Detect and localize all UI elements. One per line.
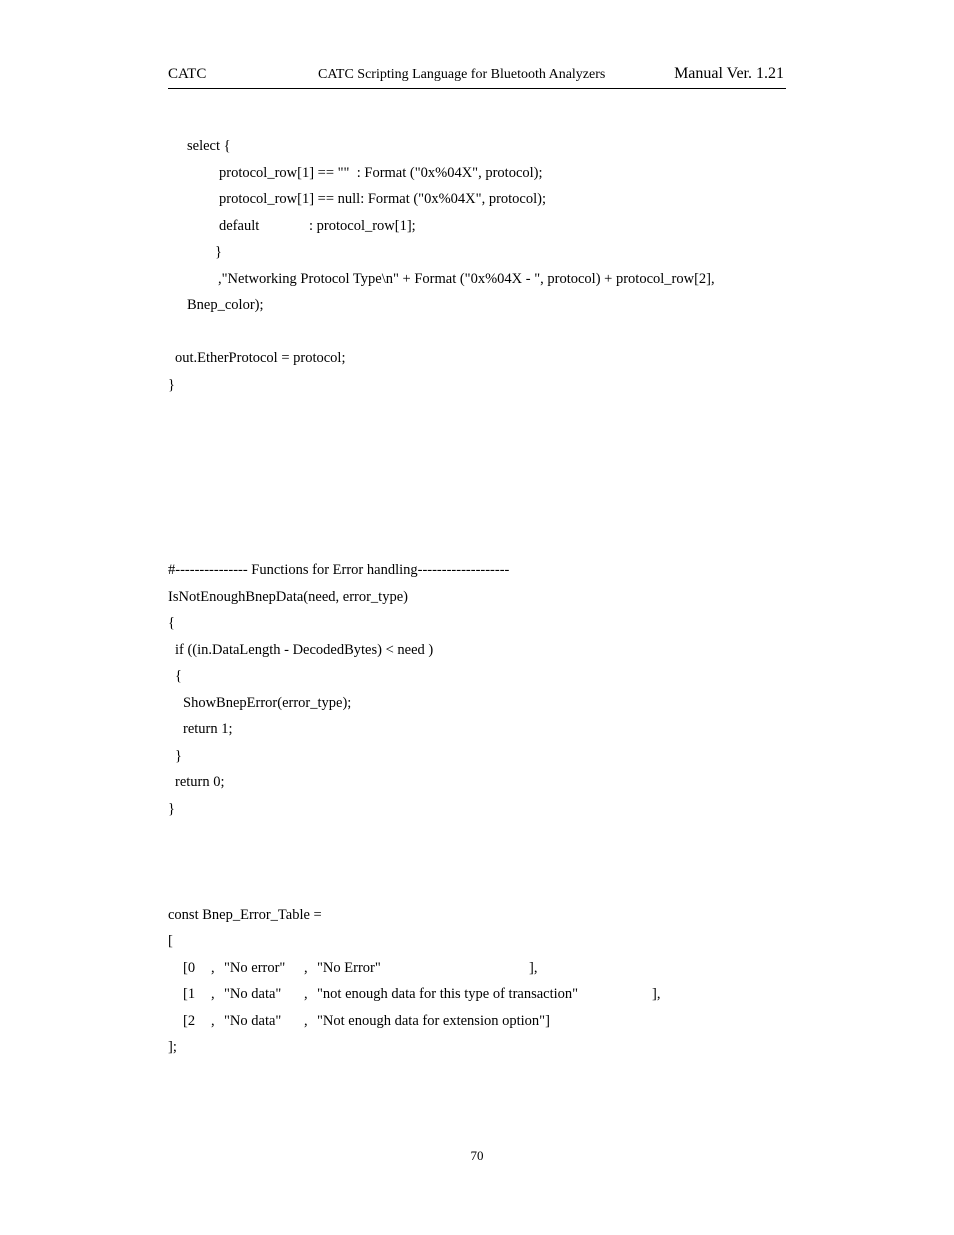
header-version: Manual Ver. 1.21: [674, 65, 784, 82]
table-cell: "Not enough data for extension option"]: [317, 1013, 550, 1029]
table-cell: "No data": [224, 1013, 282, 1029]
code-line: ];: [168, 1039, 177, 1055]
code-line: IsNotEnoughBnepData(need, error_type): [168, 589, 408, 605]
code-line: }: [168, 801, 175, 817]
code-line: }: [215, 244, 222, 260]
code-line: default: [219, 218, 260, 234]
table-cell: ,: [304, 1013, 308, 1029]
code-line: return 0;: [175, 774, 225, 790]
table-cell: ,: [211, 960, 215, 976]
code-line: protocol_row[1] == null: Format ("0x%04X", protocol);: [219, 191, 547, 207]
code-line: }: [175, 748, 182, 764]
code-line: : protocol_row[1];: [309, 218, 416, 234]
table-cell: ],: [529, 960, 538, 976]
code-line: ,"Networking Protocol Type\n" + Format ("0x%04X - ", protocol) + protocol_row[2],: [218, 271, 715, 287]
code-line: protocol_row[1] == "" : Format ("0x%04X", protocol);: [219, 165, 543, 181]
header-left: CATC: [168, 66, 207, 82]
code-line: const Bnep_Error_Table =: [168, 907, 322, 923]
code-line: [: [168, 933, 173, 949]
code-line: select {: [187, 138, 231, 154]
table-cell: [1: [183, 986, 196, 1002]
table-cell: ],: [652, 986, 661, 1002]
code-line: Bnep_color);: [187, 297, 264, 313]
code-line: ShowBnepError(error_type);: [183, 695, 352, 711]
table-cell: ,: [304, 986, 308, 1002]
table-cell: "No Error": [317, 960, 381, 976]
page-header: [168, 62, 786, 89]
table-cell: ,: [211, 986, 215, 1002]
table-cell: "not enough data for this type of transaction": [317, 986, 579, 1002]
table-cell: "No data": [224, 986, 282, 1002]
table-cell: "No error": [224, 960, 286, 976]
table-cell: ,: [304, 960, 308, 976]
page-number: 70: [470, 1148, 484, 1163]
code-line: }: [168, 377, 175, 393]
table-cell: [2: [183, 1013, 196, 1029]
code-line: {: [168, 615, 175, 631]
code-line: return 1;: [183, 721, 233, 737]
header-title: CATC Scripting Language for Bluetooth Analyzers: [318, 67, 606, 82]
table-cell: [0: [183, 960, 196, 976]
code-line: out.EtherProtocol = protocol;: [175, 350, 346, 366]
code-line: {: [175, 668, 182, 684]
code-line: if ((in.DataLength - DecodedBytes) < need ): [175, 642, 434, 658]
table-cell: ,: [211, 1013, 215, 1029]
code-comment: #--------------- Functions for Error handling-------------------: [168, 562, 510, 578]
